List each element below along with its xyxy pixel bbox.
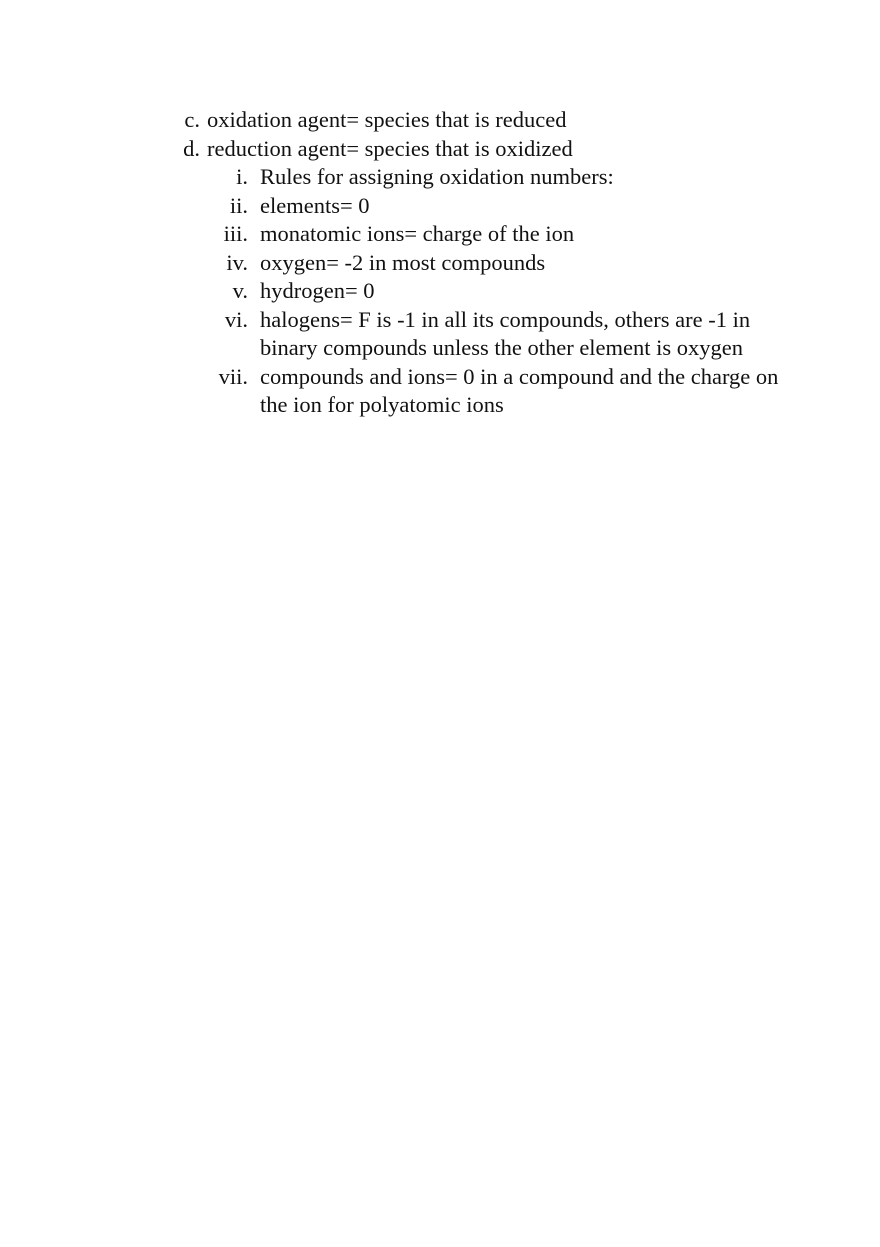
sub-item-iv [0,249,880,278]
list-item-text: reduction agent= species that is oxidized [207,135,573,161]
list-marker: d. [183,135,200,161]
list-item-text: oxygen= -2 in most compounds [260,249,546,275]
list-item-text: halogens= F is -1 in all its compounds, others are -1 in binary compounds unless the other element is oxygen [260,306,751,360]
list-item-text: Rules for assigning oxidation numbers: [260,164,614,189]
list-marker: i. [236,164,248,189]
list-item-text: monatomic ions= charge of the ion [260,221,575,246]
list-marker: c. [184,107,200,132]
sub-item-i [0,163,880,192]
list-item-d [0,135,880,164]
list-item-c [0,106,880,135]
sub-item-v [0,277,880,306]
list-item-text: compounds and ions= 0 in a compound and the charge on the ion for polyatomic ions [260,363,779,417]
list-marker: ii. [229,192,248,218]
sub-item-iii [0,220,880,249]
list-marker: vi. [224,306,248,332]
sub-item-ii [0,192,880,221]
outline-list [0,106,880,420]
list-marker: v. [232,278,248,303]
list-marker: iii. [223,221,248,246]
list-item-text: oxidation agent= species that is reduced [207,107,567,132]
sub-item-vii [0,363,880,420]
list-item-text: hydrogen= 0 [260,278,375,303]
sub-item-vi [0,306,880,363]
list-marker: iv. [226,249,248,275]
list-marker: vii. [218,363,248,389]
list-item-text: elements= 0 [260,192,370,218]
